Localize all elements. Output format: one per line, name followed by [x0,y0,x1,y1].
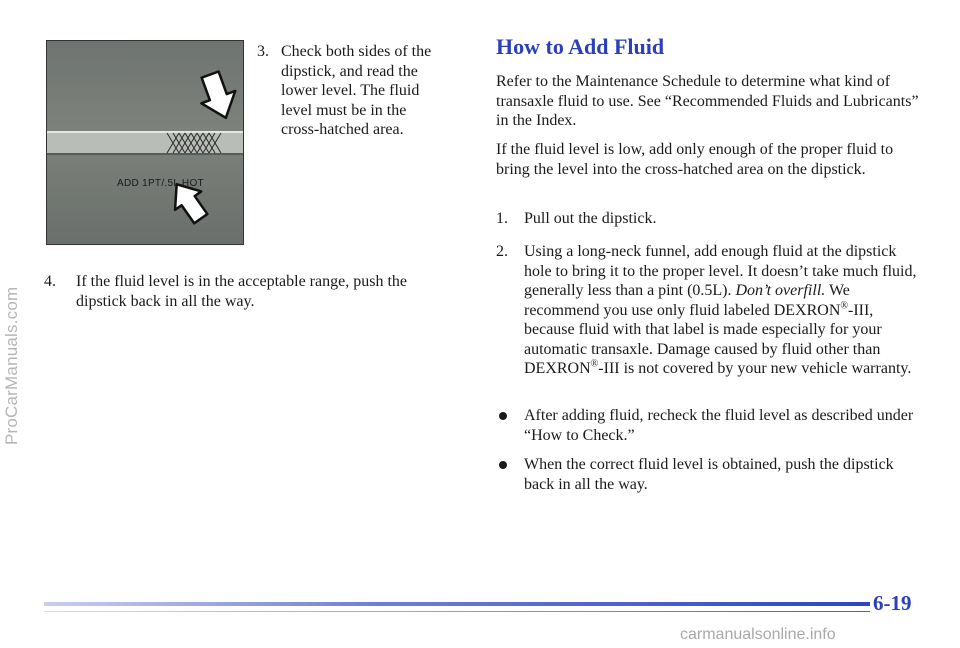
registered-mark: ® [590,358,599,370]
page-number: 6-19 [873,591,912,615]
step-text-a: Using a long-neck funnel, add enough fluid at the dipstick hole to bring it to the proper level. It doesn’t take much fluid, generally less than a pint (0.5L). [524,243,917,299]
bullet-text: After adding fluid, recheck the fluid level as described under “How to Check.” [524,407,914,444]
side-watermark: ProCarManuals.com [2,286,21,445]
bullet-text: When the correct fluid level is obtained, push the dipstick back in all the way. [524,456,894,493]
footer-rule [44,602,870,606]
step-text: If the fluid level is in the acceptable range, push the dipstick back in all the way. [76,273,407,310]
low-level-paragraph: If the fluid level is low, add only enough of the proper fluid to bring the level into the cross-hatched area on the dipstick. [496,141,894,178]
step-number: 4. [44,273,56,290]
dipstick-illustration [47,41,243,244]
step-text [524,242,926,379]
step-text: Check both sides of the dipstick, and read the lower level. The fluid level must be in the cross-hatched area. [281,43,432,138]
bullet-item [496,406,926,445]
dipstick-label: ADD 1PT/.5L HOT [117,178,204,189]
step-4 [44,272,454,311]
registered-mark: ® [840,300,848,312]
list-item [496,209,926,229]
step-number: 3. [257,43,269,60]
section-title: How to Add Fluid [496,34,665,59]
list-item [496,242,926,379]
bullet-dot [499,461,507,469]
dipstick-photo [46,40,244,245]
bullet-item [496,455,926,494]
step-3 [257,42,447,140]
footer-watermark: carmanualsonline.info [680,626,836,643]
intro-paragraph: Refer to the Maintenance Schedule to determine what kind of transaxle fluid to use. See “Recommended Fluids and Lubricants” in the Index. [496,73,919,129]
step-text-d: -III is not covered by your new vehicle warranty. [598,360,912,377]
arrow-down-icon [193,68,243,124]
step-text-c: -III, because fluid with that label is made especially for your automatic transaxle. Damage caused by fluid other than DEXRON [524,301,882,377]
overfill-warning: Don’t overfill. [735,282,826,299]
footer-rule-thin [44,611,870,612]
step-text-b: We recommend you use only fluid labeled DEXRON [524,282,850,319]
step-number: 2. [496,243,508,260]
bullet-dot [499,412,507,420]
step-text: Pull out the dipstick. [524,210,657,227]
step-number: 1. [496,210,508,227]
